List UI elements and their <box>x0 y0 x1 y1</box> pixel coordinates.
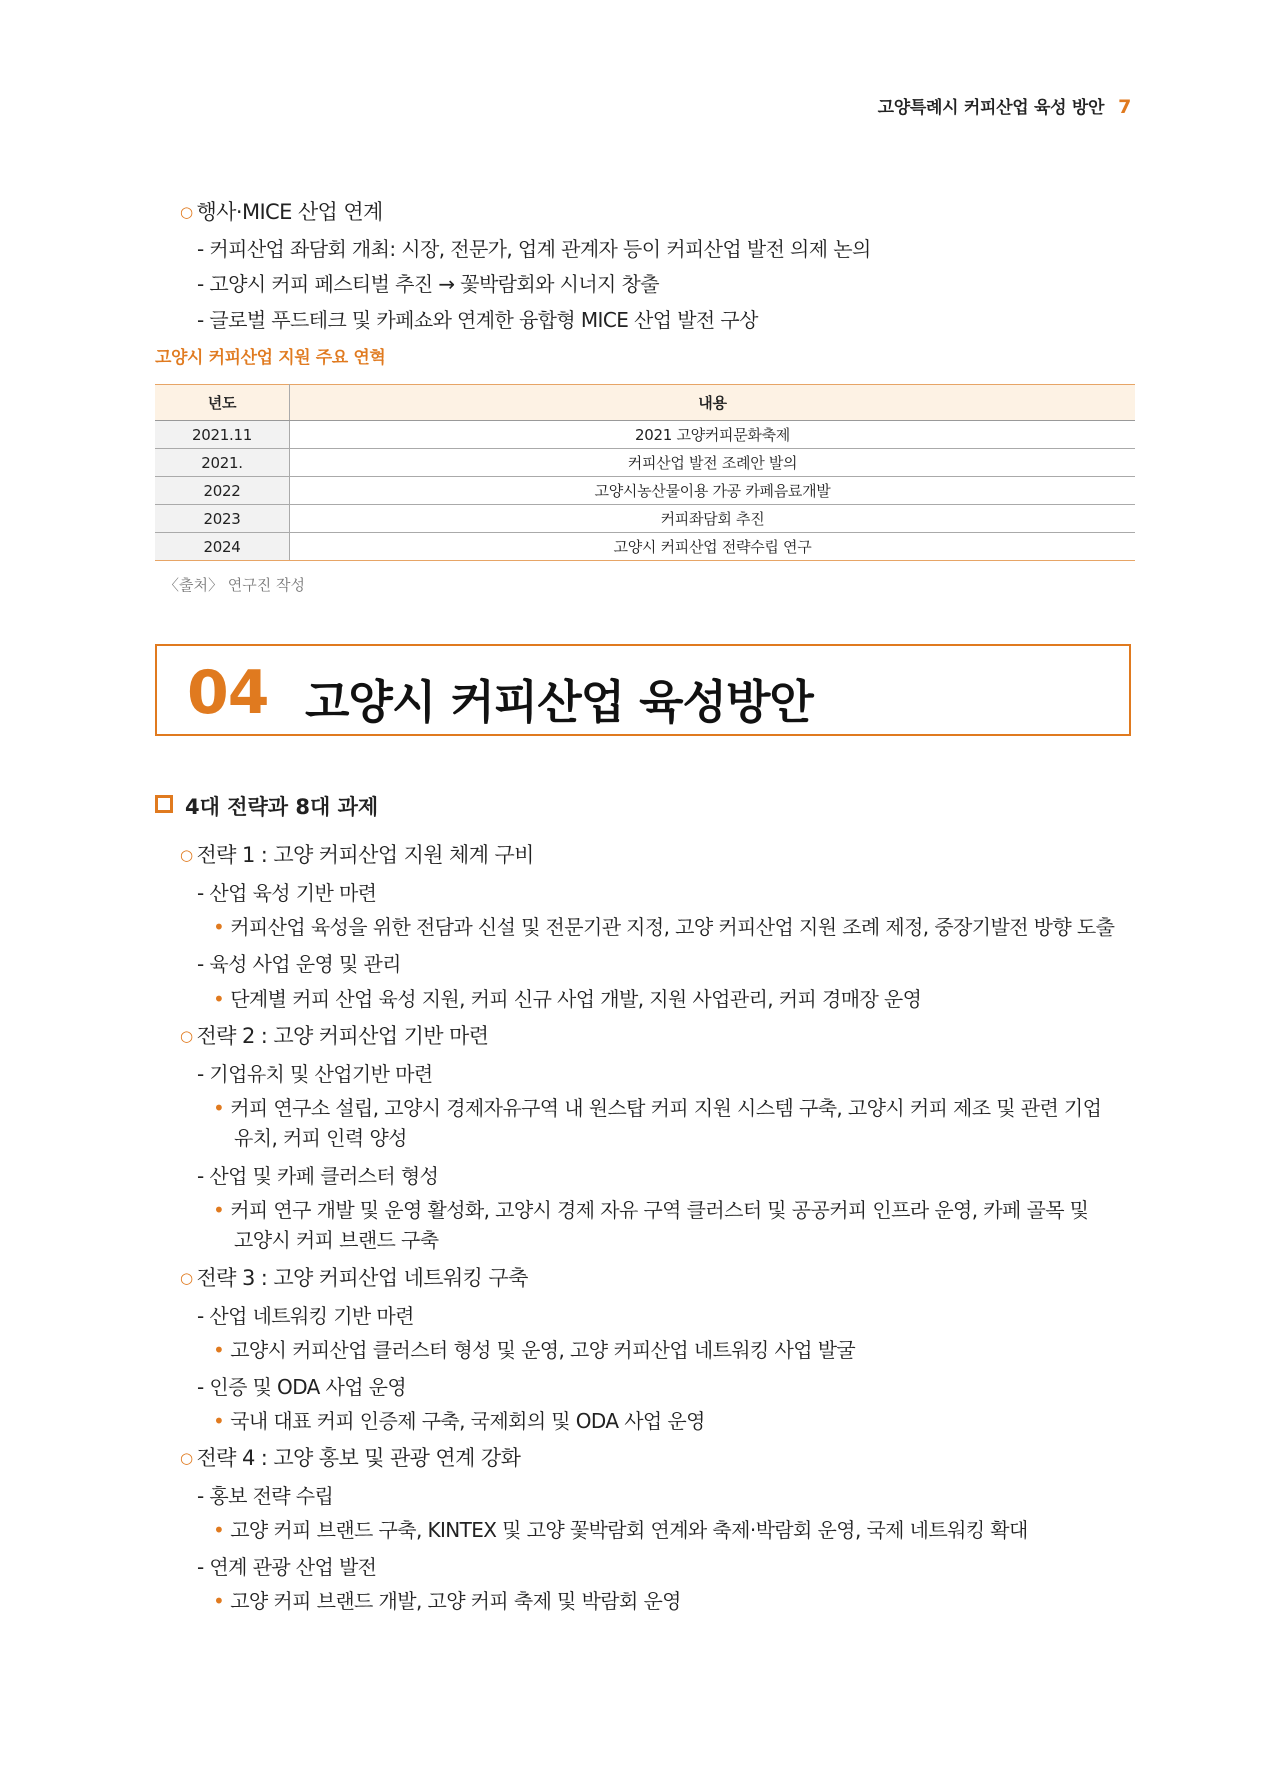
dot-bullet-icon: • <box>213 1518 225 1542</box>
cell-year: 2021.11 <box>155 421 290 449</box>
cell-content: 2021 고양커피문화축제 <box>290 421 1136 449</box>
cell-content: 커피산업 발전 조례안 발의 <box>290 449 1136 477</box>
square-bullet-icon <box>155 795 173 813</box>
task-bullet: • 커피 연구 개발 및 운영 활성화, 고양시 경제 자유 구역 클러스터 및 공공커피 인프라 운영, 카페 골목 및 <box>213 1198 1089 1222</box>
cell-year: 2022 <box>155 477 290 505</box>
task-title: - 인증 및 ODA 사업 운영 <box>197 1375 407 1399</box>
strategy-heading: ○ 전략 1 : 고양 커피산업 지원 체계 구비 <box>180 843 534 867</box>
table-row <box>155 477 1135 505</box>
dot-bullet-icon: • <box>213 1198 225 1222</box>
cell-year: 2021. <box>155 449 290 477</box>
table-row <box>155 505 1135 533</box>
task-title: - 연계 관광 산업 발전 <box>197 1555 377 1579</box>
mice-item: - 글로벌 푸드테크 및 카페쇼와 연계한 융합형 MICE 산업 발전 구상 <box>197 308 758 332</box>
chapter-banner <box>155 644 1131 736</box>
strategy-heading: ○ 전략 4 : 고양 홍보 및 관광 연계 강화 <box>180 1446 521 1470</box>
circle-bullet-icon: ○ <box>180 846 193 864</box>
table-header-row <box>155 385 1135 421</box>
dot-bullet-icon: • <box>213 1338 225 1362</box>
task-bullet-continuation: 고양시 커피 브랜드 구축 <box>234 1228 439 1252</box>
task-bullet-continuation: 유치, 커피 인력 양성 <box>234 1126 407 1150</box>
chapter-number: 04 <box>187 658 269 728</box>
column-header-content: 내용 <box>290 385 1136 421</box>
task-title: - 산업 육성 기반 마련 <box>197 881 377 905</box>
task-bullet: • 커피산업 육성을 위한 전담과 신설 및 전문기관 지정, 고양 커피산업 지원 조례 제정, 중장기발전 방향 도출 <box>213 915 1115 939</box>
mice-heading: ○ 행사·MICE 산업 연계 <box>180 200 383 224</box>
cell-content: 커피좌담회 추진 <box>290 505 1136 533</box>
table-row <box>155 421 1135 449</box>
strategy-heading: ○ 전략 3 : 고양 커피산업 네트워킹 구축 <box>180 1266 528 1290</box>
table-row <box>155 533 1135 561</box>
dot-bullet-icon: • <box>213 1409 225 1433</box>
strategy-heading: ○ 전략 2 : 고양 커피산업 기반 마련 <box>180 1024 489 1048</box>
task-title: - 홍보 전략 수립 <box>197 1484 334 1508</box>
header-title: 고양특례시 커피산업 육성 방안 <box>877 98 1105 118</box>
task-bullet: • 고양 커피 브랜드 구축, KINTEX 및 고양 꽃박람회 연계와 축제·박람회 운영, 국제 네트워킹 확대 <box>213 1518 1028 1542</box>
table-title: 고양시 커피산업 지원 주요 연혁 <box>155 348 386 368</box>
dot-bullet-icon: • <box>213 915 225 939</box>
cell-year: 2023 <box>155 505 290 533</box>
circle-bullet-icon: ○ <box>180 1269 193 1287</box>
table-row <box>155 449 1135 477</box>
circle-bullet-icon: ○ <box>180 1449 193 1467</box>
task-bullet: • 국내 대표 커피 인증제 구축, 국제회의 및 ODA 사업 운영 <box>213 1409 705 1433</box>
task-bullet: • 고양 커피 브랜드 개발, 고양 커피 축제 및 박람회 운영 <box>213 1589 681 1613</box>
task-title: - 산업 네트워킹 기반 마련 <box>197 1304 414 1328</box>
column-header-year: 년도 <box>155 385 290 421</box>
task-bullet: • 고양시 커피산업 클러스터 형성 및 운영, 고양 커피산업 네트워킹 사업 발굴 <box>213 1338 856 1362</box>
section-title: 4대 전략과 8대 과제 <box>155 791 378 821</box>
cell-year: 2024 <box>155 533 290 561</box>
circle-bullet-icon: ○ <box>180 1027 193 1045</box>
task-title: - 기업유치 및 산업기반 마련 <box>197 1062 433 1086</box>
table-source: 〈출처〉 연구진 작성 <box>164 576 305 594</box>
running-header <box>878 93 1131 118</box>
dot-bullet-icon: • <box>213 1589 225 1613</box>
task-bullet: • 커피 연구소 설립, 고양시 경제자유구역 내 원스탑 커피 지원 시스템 구축, 고양시 커피 제조 및 관련 기업 <box>213 1096 1102 1120</box>
dot-bullet-icon: • <box>213 1096 225 1120</box>
history-table <box>155 384 1135 561</box>
cell-content: 고양시 커피산업 전략수립 연구 <box>290 533 1136 561</box>
cell-content: 고양시농산물이용 가공 카페음료개발 <box>290 477 1136 505</box>
circle-bullet-icon: ○ <box>180 203 193 221</box>
task-bullet: • 단계별 커피 산업 육성 지원, 커피 신규 사업 개발, 지원 사업관리, 커피 경매장 운영 <box>213 987 922 1011</box>
task-title: - 산업 및 카페 클러스터 형성 <box>197 1164 439 1188</box>
dot-bullet-icon: • <box>213 987 225 1011</box>
chapter-title: 고양시 커피산업 육성방안 <box>305 675 813 729</box>
mice-item: - 고양시 커피 페스티벌 추진 → 꽃박람회와 시너지 창출 <box>197 272 659 296</box>
mice-item: - 커피산업 좌담회 개최: 시장, 전문가, 업계 관계자 등이 커피산업 발전 의제 논의 <box>197 237 871 261</box>
task-title: - 육성 사업 운영 및 관리 <box>197 952 401 976</box>
page-number: 7 <box>1118 96 1131 118</box>
